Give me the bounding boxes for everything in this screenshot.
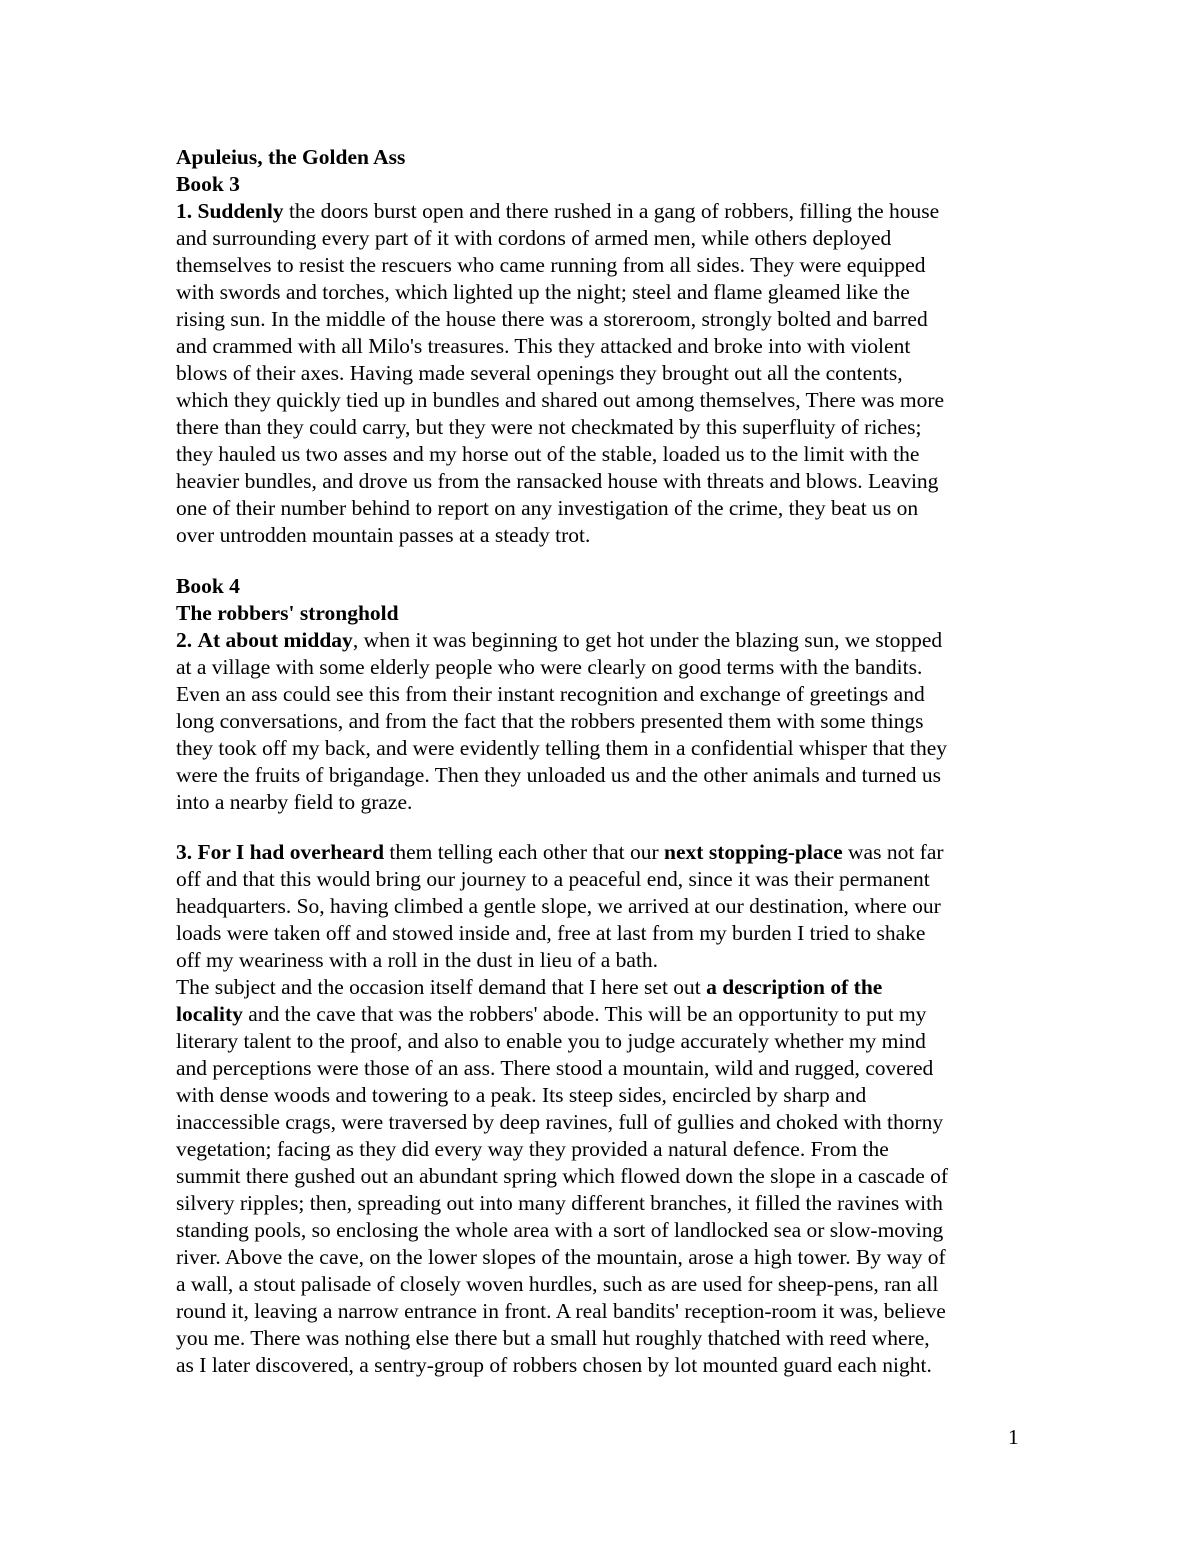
paragraph-line: locality and the cave that was the robbers' abode. This will be an opportunity to put my	[176, 1002, 927, 1026]
book-3-heading: Book 3	[176, 172, 240, 196]
paragraph-4	[176, 974, 1026, 1379]
paragraph-line: standing pools, so enclosing the whole area with a sort of landlocked sea or slow-moving	[176, 1218, 944, 1242]
paragraph-line: which they quickly tied up in bundles and shared out among themselves, There was more	[176, 388, 945, 412]
paragraph-line: blows of their axes. Having made several openings they brought out all the contents,	[176, 361, 903, 385]
paragraph-spacer	[176, 816, 1026, 839]
paragraph-line: there than they could carry, but they were not checkmated by this superfluity of riches;	[176, 415, 922, 439]
document-body	[176, 144, 1026, 1379]
paragraph-line: as I later discovered, a sentry-group of robbers chosen by lot mounted guard each night.	[176, 1353, 932, 1377]
paragraph-line: into a nearby field to graze.	[176, 790, 413, 814]
paragraph-line: silvery ripples; then, spreading out into many different branches, it filled the ravines with	[176, 1191, 943, 1215]
paragraph-3	[176, 839, 1026, 974]
book-4-heading: Book 4	[176, 574, 240, 598]
paragraph-line: one of their number behind to report on any investigation of the crime, they beat us on	[176, 496, 919, 520]
paragraph-line: summit there gushed out an abundant spring which flowed down the slope in a cascade of	[176, 1164, 949, 1188]
paragraph-line: you me. There was nothing else there but a small hut roughly thatched with reed where,	[176, 1326, 930, 1350]
paragraph-line: inaccessible crags, were traversed by deep ravines, full of gullies and choked with thorny	[176, 1110, 944, 1134]
paragraph-line: off and that this would bring our journey to a peaceful end, since it was their permanent	[176, 867, 930, 891]
paragraph-line: 2. At about midday, when it was beginning to get hot under the blazing sun, we stopped	[176, 628, 943, 652]
paragraph-line: river. Above the cave, on the lower slopes of the mountain, arose a high tower. By way of	[176, 1245, 946, 1269]
paragraph-line: were the fruits of brigandage. Then they unloaded us and the other animals and turned us	[176, 763, 942, 787]
paragraph-line: long conversations, and from the fact that the robbers presented them with some things	[176, 709, 924, 733]
paragraph-line: over untrodden mountain passes at a steady trot.	[176, 523, 591, 547]
paragraph-line: headquarters. So, having climbed a gentle slope, we arrived at our destination, where our	[176, 894, 941, 918]
paragraph-line: loads were taken off and stowed inside and, free at last from my burden I tried to shake	[176, 921, 926, 945]
paragraph-2	[176, 627, 1026, 816]
paragraph-line: and crammed with all Milo's treasures. This they attacked and broke into with violent	[176, 334, 911, 358]
paragraph-line: themselves to resist the rescuers who came running from all sides. They were equipped	[176, 253, 926, 277]
section-heading: The robbers' stronghold	[176, 601, 399, 625]
paragraph-line: vegetation; facing as they did every way they provided a natural defence. From the	[176, 1137, 889, 1161]
paragraph-line: The subject and the occasion itself demand that I here set out a description of the	[176, 975, 883, 999]
paragraph-line: at a village with some elderly people who were clearly on good terms with the bandits.	[176, 655, 923, 679]
paragraph-line: literary talent to the proof, and also to enable you to judge accurately whether my mind	[176, 1029, 926, 1053]
paragraph-line: they took off my back, and were evidently telling them in a confidential whisper that they	[176, 736, 947, 760]
paragraph-line: 1. Suddenly the doors burst open and there rushed in a gang of robbers, filling the house	[176, 199, 940, 223]
paragraph-line: 3. For I had overheard them telling each other that our next stopping-place was not far	[176, 840, 944, 864]
paragraph-line: round it, leaving a narrow entrance in front. A real bandits' reception-room it was, believe	[176, 1299, 946, 1323]
paragraph-line: off my weariness with a roll in the dust in lieu of a bath.	[176, 948, 659, 972]
document-title: Apuleius, the Golden Ass	[176, 145, 406, 169]
paragraph-line: with swords and torches, which lighted up the night; steel and flame gleamed like the	[176, 280, 910, 304]
paragraph-1	[176, 198, 1026, 549]
paragraph-line: and surrounding every part of it with cordons of armed men, while others deployed	[176, 226, 892, 250]
paragraph-line: and perceptions were those of an ass. There stood a mountain, wild and rugged, covered	[176, 1056, 934, 1080]
paragraph-spacer	[176, 549, 1026, 573]
paragraph-line: with dense woods and towering to a peak. Its steep sides, encircled by sharp and	[176, 1083, 867, 1107]
page-number: 1	[1008, 1425, 1019, 1449]
paragraph-line: heavier bundles, and drove us from the ransacked house with threats and blows. Leaving	[176, 469, 939, 493]
paragraph-line: rising sun. In the middle of the house there was a storeroom, strongly bolted and barred	[176, 307, 928, 331]
paragraph-line: they hauled us two asses and my horse out of the stable, loaded us to the limit with the	[176, 442, 920, 466]
paragraph-line: Even an ass could see this from their instant recognition and exchange of greetings and	[176, 682, 925, 706]
paragraph-line: a wall, a stout palisade of closely woven hurdles, such as are used for sheep-pens, ran all	[176, 1272, 939, 1296]
